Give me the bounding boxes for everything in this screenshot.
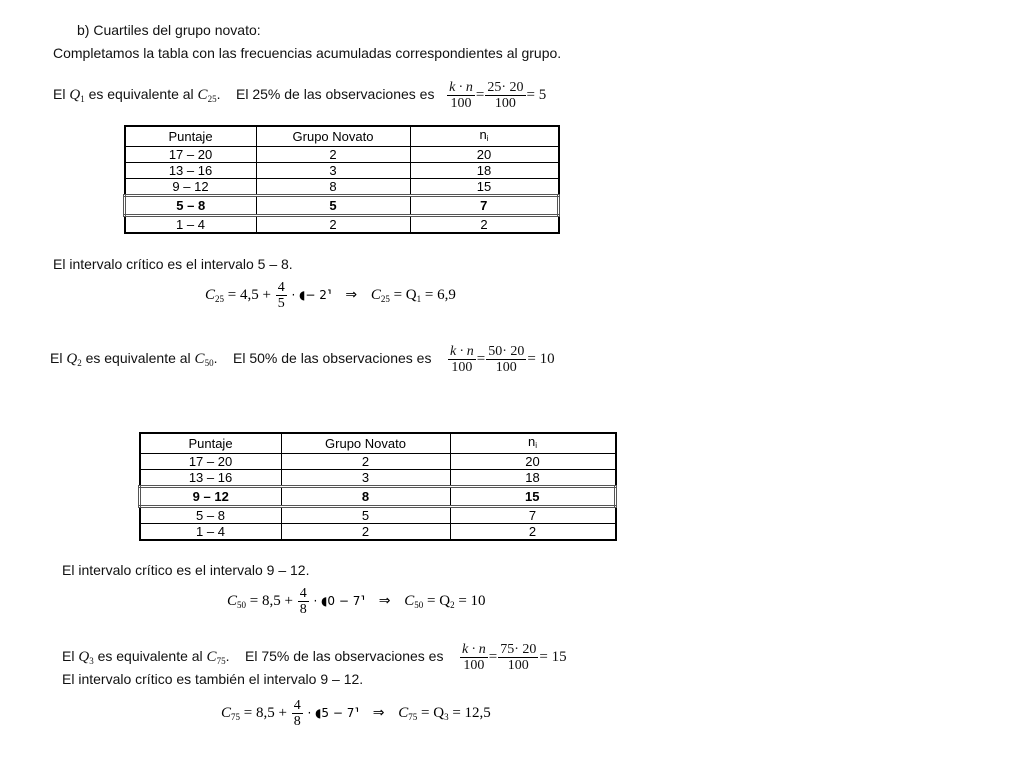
table-row [140, 470, 616, 487]
intro-text: Completamos la tabla con las frecuencias acumuladas correspondientes al grupo. [53, 45, 562, 61]
q3-pct-text: El 75% de las observaciones es [245, 648, 444, 665]
equation-c25: $C_{25} = 4,5$ + $\frac{4}{5}$ · ◖− 2⸣ ⇒ $C_{25} = Q_1 = 6,9$ [205, 280, 456, 311]
q1-mid: es equivalente al [88, 86, 194, 103]
eq2-value: = 10 [458, 592, 486, 609]
table-cell: 3 [256, 163, 410, 179]
table-cell: 20 [410, 147, 559, 163]
equation-c50: $C_{50} = 8,5$ + $\frac{4}{8}$ · ◖0 − 7⸣ ⇒ $C_{50} = Q_2 = 10$ [227, 586, 486, 617]
eq1-value: = 6,9 [424, 286, 456, 303]
q2-statement: El $Q_2$ es equivalente al $C_{50}$. El 50% de las observaciones es $\frac{k \cdot n}{100}$ = $\frac{50\cdot 20}{100}$ = 10 [50, 344, 555, 375]
table-cell: 9 – 12 [140, 487, 282, 507]
q2-frac-values: $\frac{50\cdot 20}{100}$ [488, 344, 525, 375]
table-cell: 1 – 4 [140, 524, 282, 541]
equation-c75: $C_{75} = 8,5$ + $\frac{4}{8}$ · ◖5 − 7⸣ ⇒ $C_{75} = Q_3 = 12,5$ [221, 698, 491, 729]
table-cell: 13 – 16 [140, 470, 282, 487]
eq3-fraction: $\frac{4}{8}$ [293, 698, 301, 729]
table-row [140, 524, 616, 541]
eq1-fraction: $\frac{4}{5}$ [277, 280, 285, 311]
q1-pct-text: El 25% de las observaciones es [236, 86, 435, 103]
q1-percentile: $C_{25}$ [197, 87, 217, 105]
q2-percentile: $C_{50}$ [194, 351, 214, 369]
q1-prefix: El [53, 86, 66, 103]
q3-result: = 15 [539, 649, 567, 666]
q3-frac-values: $\frac{75\cdot 20}{100}$ [500, 642, 537, 673]
frequency-table-2 [138, 432, 617, 541]
table-cell: 3 [281, 470, 450, 487]
eq3-value: = 12,5 [452, 704, 491, 721]
q2-prefix: El [50, 350, 63, 367]
header-grupo-novato: Grupo Novato [281, 433, 450, 454]
table-cell: 17 – 20 [125, 147, 257, 163]
table-cell: 2 [450, 524, 616, 541]
table-cell: 5 [256, 196, 410, 216]
q3-statement: El $Q_3$ es equivalente al $C_{75}$. El 75% de las observaciones es $\frac{k \cdot n}{100}$ = $\frac{75\cdot 20}{100}$ = 15 [62, 642, 567, 673]
table-cell: 1 – 4 [125, 216, 257, 234]
table-row [125, 163, 559, 179]
critical-interval-3: El intervalo crítico es también el intervalo 9 – 12. [62, 671, 364, 687]
table-cell: 8 [281, 487, 450, 507]
table-row-highlighted [125, 196, 559, 216]
table-row [125, 216, 559, 234]
eq2-fraction: $\frac{4}{8}$ [299, 586, 307, 617]
frequency-table-1 [123, 125, 560, 234]
critical-interval-1: El intervalo crítico es el intervalo 5 – 8. [53, 256, 293, 272]
q2-frac-kn: $\frac{k \cdot n}{100}$ [450, 344, 474, 375]
table-row-highlighted [140, 487, 616, 507]
table-cell: 20 [450, 454, 616, 470]
table-cell: 18 [450, 470, 616, 487]
table-header-row [140, 433, 616, 454]
header-grupo-novato: Grupo Novato [256, 126, 410, 147]
q1-frac-kn: $\frac{k \cdot n}{100}$ [449, 80, 473, 111]
table-cell: 7 [450, 507, 616, 524]
table-row [125, 179, 559, 196]
table-cell: 13 – 16 [125, 163, 257, 179]
implies-arrow: ⇒ [372, 704, 385, 721]
q2-pct-text: El 50% de las observaciones es [233, 350, 432, 367]
table-cell: 5 – 8 [125, 196, 257, 216]
q2-result: = 10 [527, 351, 555, 368]
table-cell: 7 [410, 196, 559, 216]
table-header-row [125, 126, 559, 147]
table-cell: 2 [281, 524, 450, 541]
table-cell: 17 – 20 [140, 454, 282, 470]
table-cell: 2 [256, 147, 410, 163]
q3-mid: es equivalente al [97, 648, 203, 665]
q3-symbol: $Q_3$ [78, 649, 94, 667]
header-puntaje: Puntaje [140, 433, 282, 454]
header-ni: ni [410, 126, 559, 147]
section-title: b) Cuartiles del grupo novato: [77, 22, 261, 38]
table-row [140, 507, 616, 524]
table-cell: 2 [410, 216, 559, 234]
q2-symbol: $Q_2$ [66, 351, 82, 369]
table-cell: 5 [281, 507, 450, 524]
table-cell: 5 – 8 [140, 507, 282, 524]
q1-frac-values: $\frac{25\cdot 20}{100}$ [487, 80, 524, 111]
q3-frac-kn: $\frac{k \cdot n}{100}$ [462, 642, 486, 673]
q3-percentile: $C_{75}$ [206, 649, 226, 667]
q2-mid: es equivalente al [85, 350, 191, 367]
table-cell: 18 [410, 163, 559, 179]
table-row [125, 147, 559, 163]
table-cell: 15 [450, 487, 616, 507]
q1-statement: El $Q_1$ es equivalente al $C_{25}$. El 25% de las observaciones es $\frac{k \cdot n}{100}$ = $\frac{25\cdot 20}{100}$ = 5 [53, 80, 547, 111]
q1-result: = 5 [526, 87, 547, 104]
critical-interval-2: El intervalo crítico es el intervalo 9 – 12. [62, 562, 310, 578]
table-cell: 2 [281, 454, 450, 470]
table-cell: 9 – 12 [125, 179, 257, 196]
table-row [140, 454, 616, 470]
table-cell: 8 [256, 179, 410, 196]
header-ni: ni [450, 433, 616, 454]
q1-symbol: $Q_1$ [69, 87, 85, 105]
implies-arrow: ⇒ [378, 592, 391, 609]
table-cell: 15 [410, 179, 559, 196]
q3-prefix: El [62, 648, 75, 665]
implies-arrow: ⇒ [345, 286, 358, 303]
header-puntaje: Puntaje [125, 126, 257, 147]
table-cell: 2 [256, 216, 410, 234]
